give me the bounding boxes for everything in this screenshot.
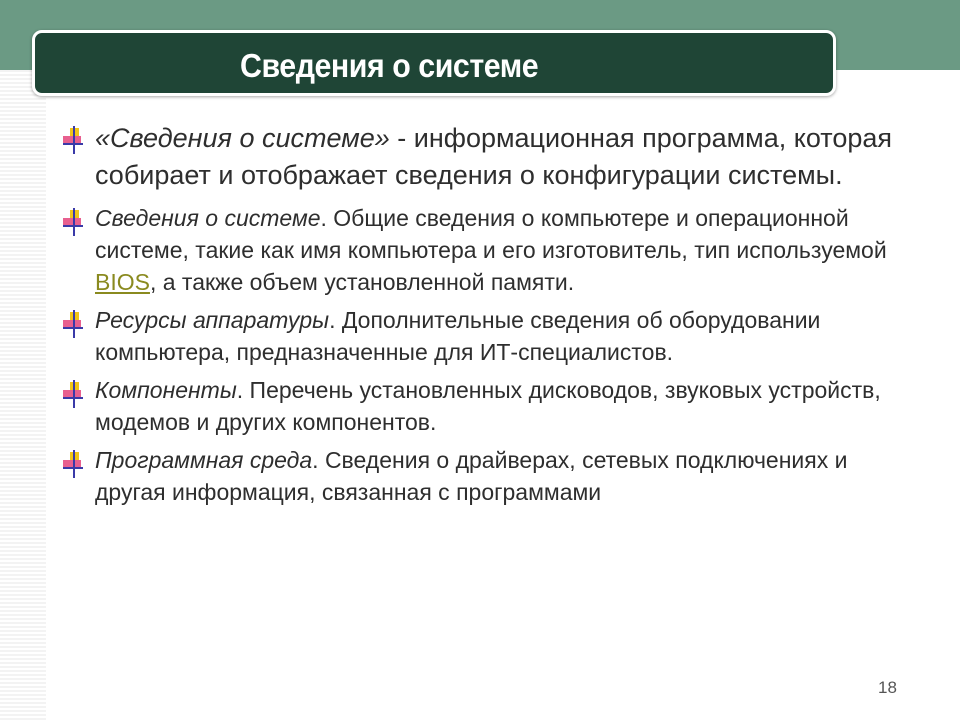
bullet-item — [60, 444, 920, 508]
bullet-item — [60, 304, 920, 368]
bullet-icon — [60, 310, 88, 338]
bullet-icon — [60, 208, 88, 236]
bullet-icon — [60, 126, 88, 154]
bullet-list — [60, 120, 920, 514]
bullet-icon — [60, 380, 88, 408]
bullet-term: Ресурсы аппаратуры — [95, 307, 330, 333]
bullet-text: . Общие сведения о компьютере и операционной системе, такие как имя компьютера и его изготовитель, тип используемой — [95, 205, 887, 263]
bullet-text: - информационная программа, которая собирает и отображает сведения о конфигурации системы. — [95, 123, 893, 190]
bullet-term: «Сведения о системе» — [95, 123, 390, 153]
bullet-icon — [60, 450, 88, 478]
page-number: 18 — [878, 678, 897, 697]
bullet-item — [60, 202, 920, 298]
bullet-text: . Перечень установленных дисководов, звуковых устройств, модемов и других компонентов. — [95, 377, 881, 435]
bullet-item — [60, 374, 920, 438]
bullet-text: , а также объем установленной памяти. — [149, 269, 575, 295]
bullet-term: Программная среда — [95, 447, 313, 473]
bios-link[interactable]: BIOS — [95, 269, 150, 295]
bullet-item — [60, 120, 920, 194]
title-bar — [32, 30, 836, 96]
slide-title: Сведения о системе — [240, 47, 539, 84]
left-stripes-decoration — [0, 70, 46, 720]
bullet-term: Компоненты — [95, 377, 237, 403]
bullet-text: . Сведения о драйверах, сетевых подключениях и другая информация, связанная с программами — [95, 447, 848, 505]
bullet-term: Сведения о системе — [95, 205, 321, 231]
bullet-text: . Дополнительные сведения об оборудовании компьютера, предназначенные для ИТ-специалистов. — [95, 307, 821, 365]
